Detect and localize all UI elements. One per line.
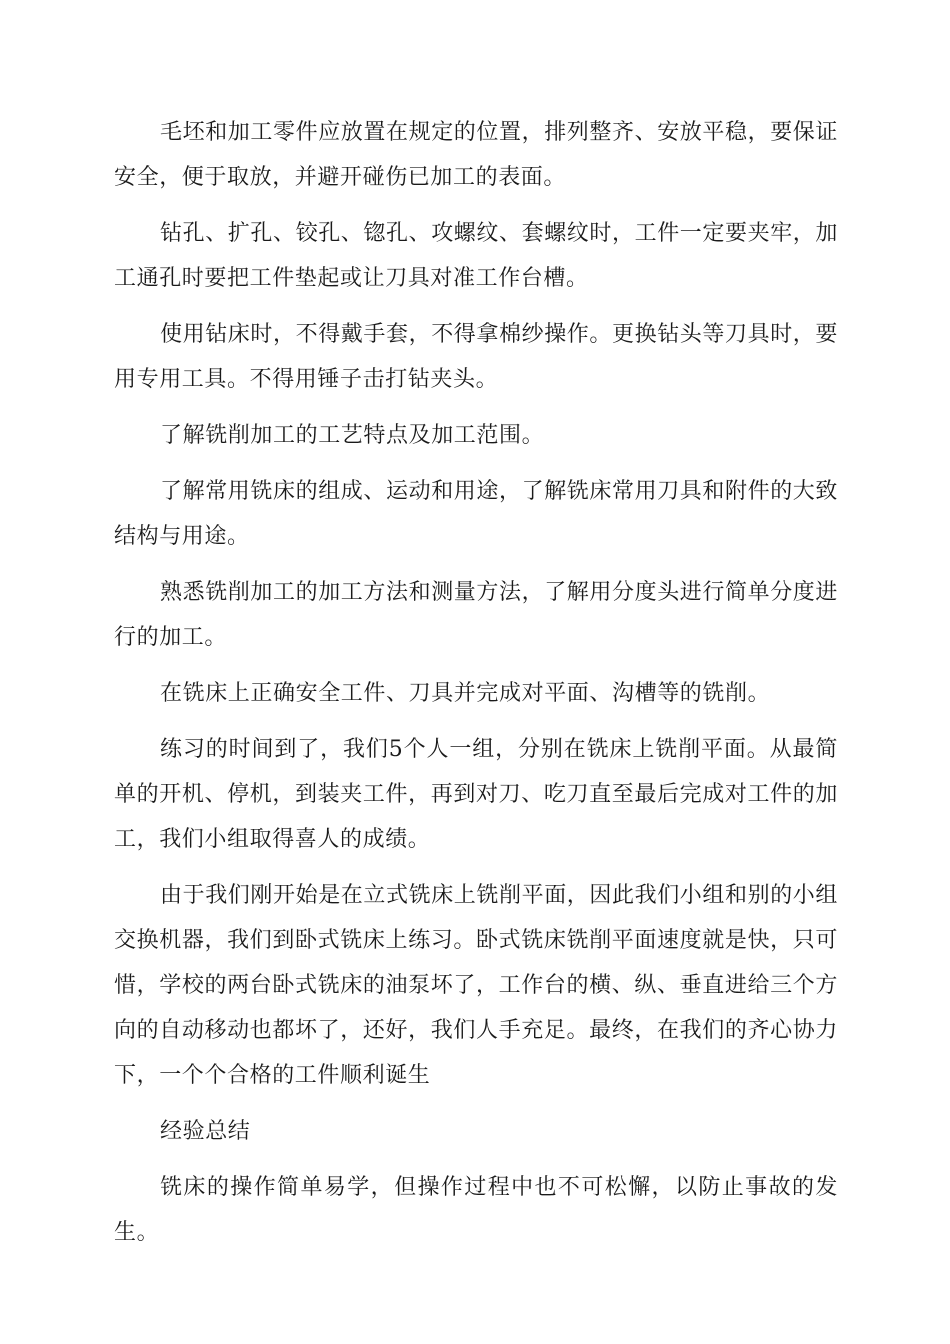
- paragraph-horizontal-milling: 由于我们刚开始是在立式铣床上铣削平面，因此我们小组和别的小组交换机器，我们到卧式铣床上练习。卧式铣床铣削平面速度就是快，只可惜，学校的两台卧式铣床的油泵坏了，工作台的横、纵、垂直进给三个方向的自动移动也都坏了，还好，我们人手充足。最终，在我们的齐心协力下，一个个合格的工件顺利诞生: [114, 883, 839, 1088]
- paragraph-workpiece-placement: 毛坯和加工零件应放置在规定的位置，排列整齐、安放平稳，要保证安全，便于取放，并避开碰伤已加工的表面。: [114, 120, 839, 190]
- paragraph-drill-press-safety: 使用钻床时，不得戴手套，不得拿棉纱操作。更换钻头等刀具时，要用专用工具。不得用锤子击打钻夹头。: [114, 322, 839, 392]
- paragraph-milling-methods: 熟悉铣削加工的加工方法和测量方法，了解用分度头进行简单分度进行的加工。: [114, 580, 839, 650]
- paragraph-drilling-clamping: 钻孔、扩孔、铰孔、锪孔、攻螺纹、套螺纹时，工件一定要夹牢，加工通孔时要把工件垫起或让刀具对准工作台槽。: [114, 221, 839, 291]
- section-heading-summary: 经验总结: [160, 1119, 251, 1144]
- paragraph-milling-scope: 了解铣削加工的工艺特点及加工范围。: [160, 423, 545, 448]
- paragraph-practice-group: 练习的时间到了，我们5个人一组，分别在铣床上铣削平面。从最简单的开机、停机，到装夹工件，再到对刀、吃刀直至最后完成对工件的加工，我们小组取得喜人的成绩。: [114, 737, 838, 852]
- paragraph-summary: 铣床的操作简单易学，但操作过程中也不可松懈，以防止事故的发生。: [114, 1175, 838, 1245]
- paragraph-milling-machine-structure: 了解常用铣床的组成、运动和用途，了解铣床常用刀具和附件的大致结构与用途。: [114, 479, 839, 549]
- paragraph-milling-setup: 在铣床上正确安全工件、刀具并完成对平面、沟槽等的铣削。: [160, 681, 771, 706]
- document-body: [114, 110, 838, 1266]
